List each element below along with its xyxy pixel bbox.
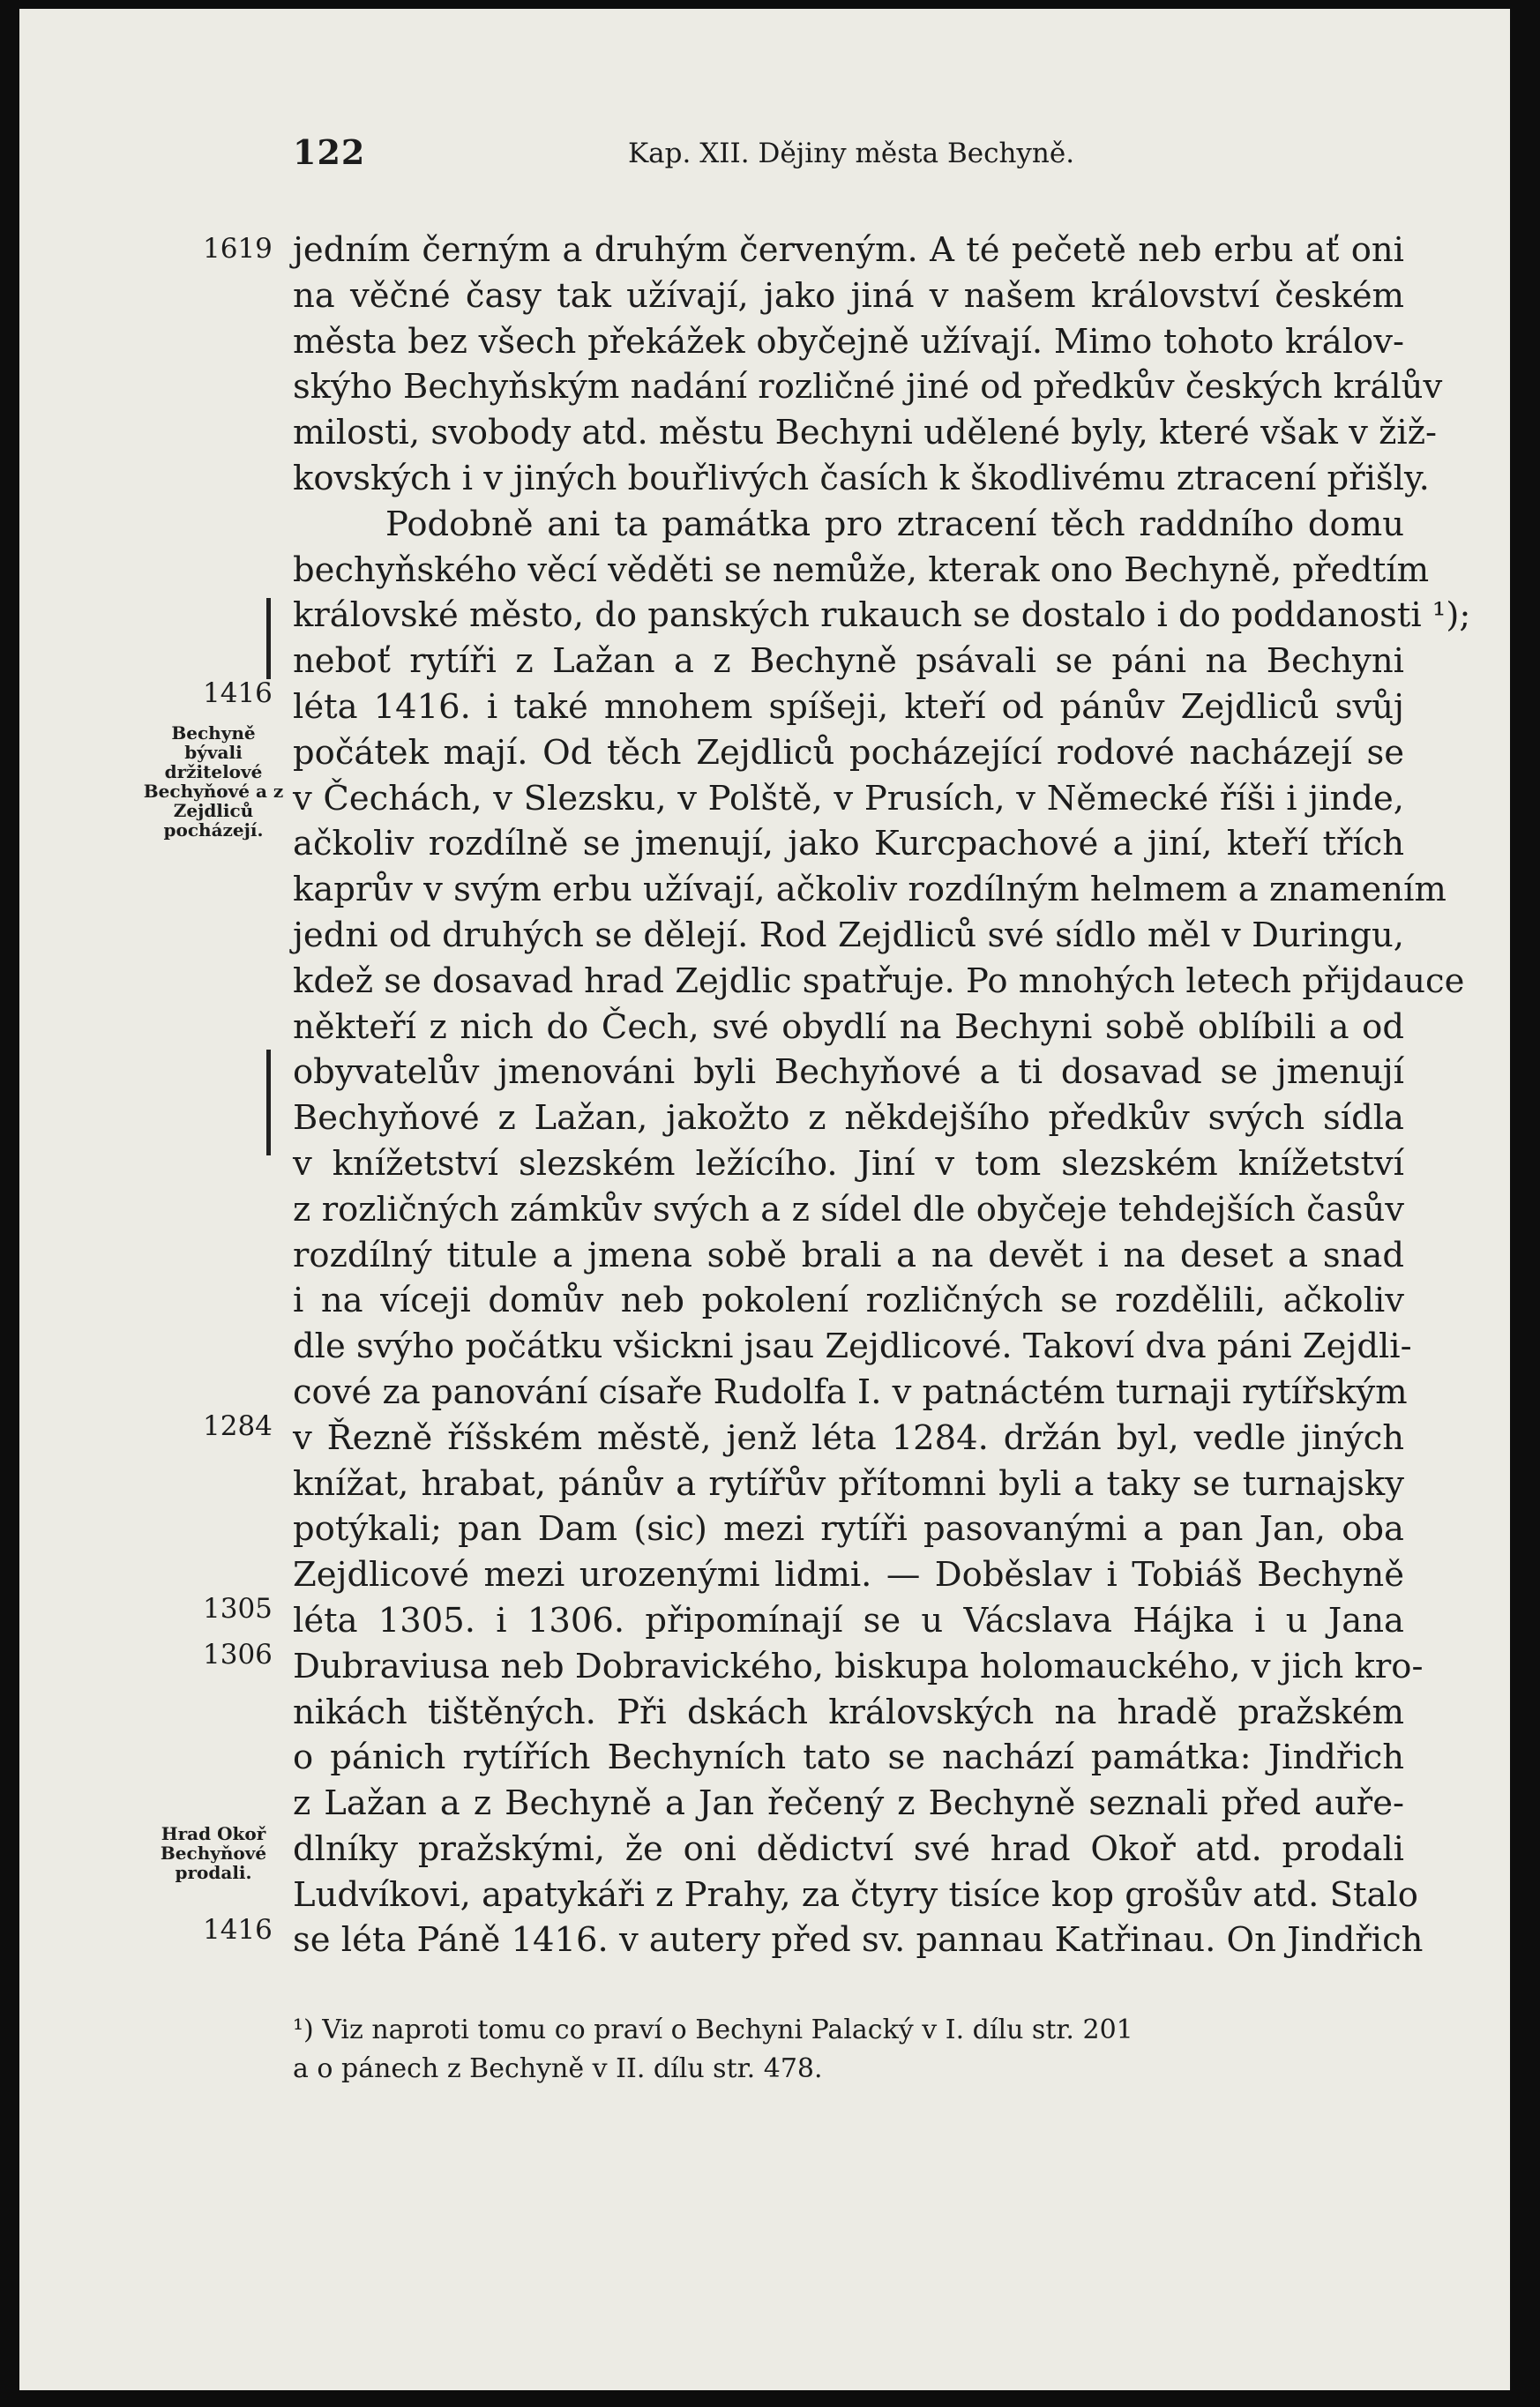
- text-line: neboť rytíři z Lažan a z Bechyně psávali se páni na Bechyni: [293, 641, 1404, 682]
- text-line: kovských i v jiných bouřlivých časích k škodlivému ztracení přišly.: [293, 458, 1430, 498]
- margin-year-1306: 1306: [203, 1639, 273, 1671]
- text-line: v Řezně říšském městě, jenž léta 1284. držán byl, vedle jiných: [293, 1417, 1404, 1458]
- text-line: Dubraviusa neb Dobravického, biskupa holomauckého, v jich kro-: [293, 1646, 1424, 1686]
- text-line: dlníky pražskými, že oni dědictví své hrad Okoř atd. prodali: [293, 1828, 1404, 1869]
- text-line: léta 1416. i také mnohem spíšeji, kteří od pánův Zejdliců svůj: [293, 686, 1404, 727]
- text-line: Zejdlicové mezi urozenými lidmi. — Doběslav i Tobiáš Bechyně: [293, 1555, 1404, 1596]
- book-page: [19, 9, 1510, 2390]
- running-head: Kap. XII. Dějiny města Bechyně.: [628, 138, 1075, 169]
- margin-year-1305: 1305: [203, 1593, 273, 1625]
- text-line: z rozličných zámkův svých a z sídel dle obyčeje tehdejších časův: [293, 1189, 1404, 1230]
- text-line: se léta Páně 1416. v autery před sv. pannau Katřinau. On Jindřich: [293, 1920, 1424, 1961]
- text-line: Podobně ani ta památka pro ztracení těch raddního domu: [385, 504, 1404, 544]
- text-line: kaprův v svým erbu užívají, ačkoliv rozdílným helmem a znamením: [293, 870, 1447, 910]
- text-line: na věčné časy tak užívají, jako jiná v našem království českém: [293, 275, 1404, 316]
- text-line: města bez všech překážek obyčejně užívají. Mimo tohoto králov-: [293, 321, 1404, 362]
- margin-year-1619: 1619: [203, 233, 273, 265]
- text-line: o pánich rytířích Bechyních tato se nachází památka: Jindřich: [293, 1738, 1404, 1778]
- text-line: rozdílný titule a jmena sobě brali a na devět i na deset a snad: [293, 1235, 1404, 1275]
- text-line: cové za panování císaře Rudolfa I. v patnáctém turnaji rytířským: [293, 1372, 1408, 1412]
- text-line: potýkali; pan Dam (sic) mezi rytíři pasovanými a pan Jan, oba: [293, 1509, 1404, 1550]
- text-line: milosti, svobody atd. městu Bechyni udělené byly, které však v žiž-: [293, 413, 1437, 453]
- text-line: v Čechách, v Slezsku, v Polště, v Prusích, v Německé říši i jinde,: [293, 778, 1404, 819]
- text-line: dle svýho počátku všickni jsau Zejdlicové. Takoví dva páni Zejdli-: [293, 1327, 1412, 1367]
- margin-note-okor: Hrad Okoř Bechyňové prodali.: [160, 1823, 267, 1883]
- footnote-line: ¹) Viz naproti tomu co praví o Bechyni Palacký v I. dílu str. 201: [293, 2015, 1133, 2045]
- footnote: [293, 2011, 1404, 2089]
- text-line: bechyňského věcí věděti se nemůže, kterak ono Bechyně, předtím: [293, 549, 1430, 590]
- margin-year-1284: 1284: [203, 1410, 273, 1442]
- text-line: skýho Bechyňským nadání rozličné jiné od předkův českých králův: [293, 367, 1443, 407]
- text-line: jedním černým a druhým červeným. A té pečetě neb erbu ať oni: [293, 230, 1404, 270]
- text-line: někteří z nich do Čech, své obydlí na Bechyni sobě oblíbili a od: [293, 1006, 1404, 1047]
- text-line: z Lažan a z Bechyně a Jan řečený z Bechyně seznali před auře-: [293, 1783, 1404, 1824]
- page-header: [293, 132, 1439, 185]
- margin-year-1416b: 1416: [203, 1914, 273, 1946]
- text-line: kdež se dosavad hrad Zejdlic spatřuje. Po mnohých letech přijdauce: [293, 961, 1465, 1001]
- text-line: knížat, hrabat, pánův a rytířův přítomni byli a taky se turnajsky: [293, 1463, 1404, 1504]
- text-line: obyvatelův jmenováni byli Bechyňové a ti dosavad se jmenují: [293, 1052, 1404, 1093]
- text-line: nikách tištěných. Při dskách královských na hradě pražském: [293, 1692, 1404, 1732]
- footnote-line: a o pánech z Bechyně v II. dílu str. 478.: [293, 2053, 823, 2084]
- text-line: Ludvíkovi, apatykáři z Prahy, za čtyry tisíce kop grošův atd. Stalo: [293, 1874, 1418, 1915]
- text-line: počátek mají. Od těch Zejdliců pocházející rodové nacházejí se: [293, 732, 1404, 773]
- margin-note-bechyne: Bechyně bývali držitelové Bechyňové a z Zejdliců pocházejí.: [143, 722, 284, 841]
- text-line: jedni od druhých se dělejí. Rod Zejdliců své sídlo měl v Duringu,: [293, 915, 1404, 955]
- margin-bracket: [266, 1050, 271, 1155]
- page-number: 122: [293, 132, 366, 172]
- margin-year-1416: 1416: [203, 677, 273, 709]
- text-line: královské město, do panských rukauch se dostalo i do poddanosti ¹);: [293, 595, 1471, 636]
- text-line: i na víceji domův neb pokolení rozličných se rozdělili, ačkoliv: [293, 1281, 1404, 1321]
- text-line: ačkoliv rozdílně se jmenují, jako Kurcpachové a jiní, kteří třích: [293, 824, 1404, 864]
- body-text: [293, 228, 1471, 1963]
- text-line: v knížetství slezském ležícího. Jiní v tom slezském knížetství: [293, 1143, 1404, 1184]
- text-line: léta 1305. i 1306. připomínají se u Vácslava Hájka i u Jana: [293, 1600, 1404, 1641]
- text-line: Bechyňové z Lažan, jakožto z někdejšího předkův svých sídla: [293, 1098, 1404, 1139]
- margin-bracket: [266, 598, 271, 679]
- margin-notes: [19, 9, 284, 2390]
